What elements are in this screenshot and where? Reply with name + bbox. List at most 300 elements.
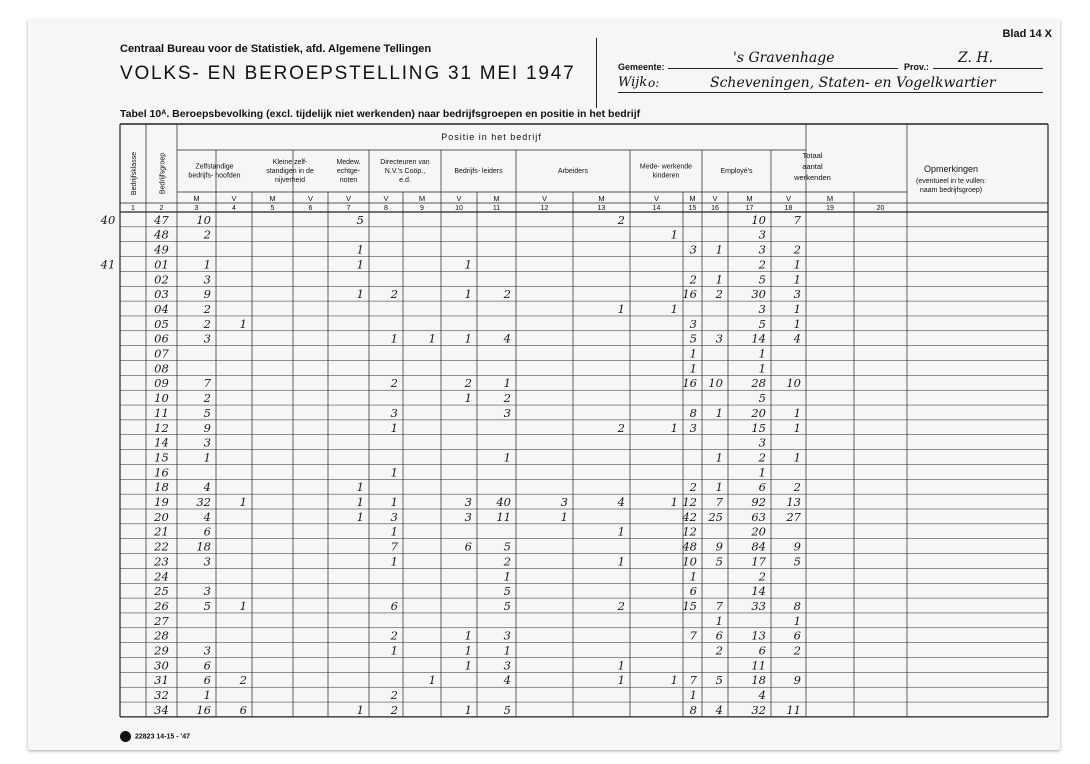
column-number-1: 1 (131, 205, 135, 212)
cell-26-13: 2 (617, 598, 625, 613)
cell-19-7: 1 (356, 495, 364, 509)
groep-value-17: 16 (154, 465, 169, 480)
cell-26-3: 5 (203, 598, 211, 613)
cell-19-12: 3 (560, 495, 568, 509)
mv-label-3: M (193, 194, 200, 203)
cell-19-10: 3 (464, 495, 472, 509)
column-number-15: 15 (688, 205, 697, 212)
groep-value-10: 08 (154, 361, 169, 376)
cell-31-9: 1 (428, 673, 436, 688)
cell-23-13: 1 (617, 554, 625, 569)
column-number-19: 19 (826, 205, 834, 212)
groep-value-24: 24 (154, 569, 169, 584)
cell-13-17: 20 (751, 405, 766, 420)
cell-31-11: 4 (503, 673, 511, 688)
cell-29-17: 6 (758, 643, 766, 658)
cell-8-3: 3 (203, 331, 211, 346)
cell-21-13: 1 (617, 524, 625, 539)
mv-label-10: V (456, 194, 462, 203)
group-header-2-line-1: echtge- (336, 168, 361, 175)
cell-2-16: 1 (715, 242, 723, 257)
cell-18-7: 1 (356, 480, 364, 495)
mv-label-9: M (418, 194, 426, 203)
cell-12-11: 2 (503, 391, 511, 406)
mv-label-15: M (689, 194, 696, 203)
cell-31-14: 1 (670, 673, 678, 688)
cell-8-8: 1 (390, 331, 398, 346)
mv-label-8: V (383, 194, 389, 203)
cell-2-7: 1 (356, 242, 364, 257)
cell-26-11: 5 (503, 598, 511, 613)
cell-0-17: 10 (751, 212, 766, 227)
cell-7-4: 1 (239, 316, 247, 331)
wijk-value[interactable]: Scheveningen, Staten- en Vogelkwartier (710, 75, 996, 91)
opmerkingen-subheader-line-1: naam bedrijfsgroep) (919, 187, 983, 194)
groep-value-12: 10 (154, 391, 169, 406)
cell-16-16: 1 (715, 450, 723, 465)
groep-value-32: 32 (154, 688, 169, 703)
cell-11-11: 1 (503, 376, 511, 391)
cell-28-15: 7 (689, 628, 697, 643)
klasse-value-0: 40 (100, 212, 116, 227)
cell-5-8: 2 (390, 287, 398, 302)
cell-8-9: 1 (428, 331, 436, 346)
group-header-6-line-1: kinderen (652, 172, 680, 180)
cell-22-15: 48 (682, 539, 697, 554)
cell-17-8: 1 (390, 465, 398, 480)
cell-11-3: 7 (203, 376, 211, 391)
cell-7-15: 3 (689, 316, 697, 331)
cell-0-7: 5 (356, 212, 364, 227)
cell-18-3: 4 (203, 480, 211, 495)
cell-26-15: 15 (682, 598, 697, 613)
cell-20-3: 4 (203, 509, 211, 524)
groep-value-9: 07 (154, 346, 169, 361)
cell-5-18: 3 (793, 287, 801, 302)
cell-13-3: 5 (203, 405, 211, 420)
cell-22-10: 6 (464, 539, 472, 554)
mv-label-6: V (307, 194, 314, 203)
cell-0-18: 7 (793, 212, 801, 227)
groep-value-19: 19 (154, 495, 169, 509)
cell-11-17: 28 (751, 376, 766, 391)
groep-value-4: 02 (154, 272, 169, 287)
cell-20-11: 11 (496, 509, 511, 524)
mv-label-12: V (541, 194, 548, 203)
cell-5-3: 9 (203, 287, 211, 302)
cell-14-17: 15 (751, 420, 766, 435)
cell-3-18: 1 (793, 257, 801, 272)
bedrijfsgroep-header: Bedrijfsgroep (159, 152, 167, 195)
cell-31-17: 18 (751, 673, 766, 688)
groep-value-23: 23 (154, 554, 169, 569)
prov-label: Prov.: (904, 62, 929, 72)
mv-label-19: M (826, 194, 834, 203)
group-header-7-line-0: Employé's (720, 168, 753, 175)
cell-31-16: 5 (715, 673, 723, 688)
column-number-10: 10 (455, 205, 463, 212)
cell-22-17: 84 (751, 539, 766, 554)
cell-5-16: 2 (715, 287, 723, 302)
cell-31-13: 1 (617, 673, 625, 688)
cell-7-18: 1 (793, 316, 801, 331)
cell-16-3: 1 (203, 450, 211, 465)
cell-1-3: 2 (203, 227, 211, 242)
cell-25-17: 14 (751, 584, 766, 599)
group-header-1-line-1: standigen in de (266, 168, 314, 175)
cell-5-15: 16 (682, 287, 697, 302)
cell-33-8: 2 (390, 702, 398, 717)
cell-4-18: 1 (793, 272, 801, 287)
cell-30-3: 6 (203, 658, 211, 673)
cell-12-10: 1 (464, 391, 472, 406)
group-header-2-line-2: noten (339, 177, 358, 184)
groep-value-30: 30 (154, 658, 169, 673)
cell-16-11: 1 (503, 450, 511, 465)
gemeente-value[interactable]: 's Gravenhage (733, 50, 835, 66)
cell-33-10: 1 (464, 702, 472, 717)
cell-33-16: 4 (715, 702, 723, 717)
group-header-4-line-0: Bedrijfs- leiders (454, 168, 503, 175)
groep-value-3: 01 (154, 257, 169, 272)
groep-value-1: 48 (154, 227, 169, 242)
groep-value-7: 05 (154, 316, 169, 331)
table-title: Tabel 10ᴬ. Beroepsbevolking (excl. tijdelijk niet werkenden) naar bedrijfsgroepen en positie in het bedrijf (120, 108, 641, 120)
cell-22-11: 5 (503, 539, 511, 554)
cell-8-17: 14 (751, 331, 766, 346)
cell-33-3: 16 (196, 702, 211, 717)
cell-31-3: 6 (203, 673, 211, 688)
cell-28-16: 6 (715, 628, 723, 643)
cell-1-17: 3 (758, 227, 766, 242)
cell-7-17: 5 (758, 316, 766, 331)
mv-label-13: M (598, 194, 605, 203)
cell-33-15: 8 (689, 702, 697, 717)
cell-17-17: 1 (758, 465, 766, 480)
column-number-20: 20 (876, 205, 885, 212)
cell-19-18: 13 (786, 495, 801, 509)
column-number-3: 3 (194, 205, 199, 212)
cell-32-8: 2 (390, 688, 398, 703)
cell-23-15: 10 (682, 554, 697, 569)
cell-5-10: 1 (464, 287, 472, 302)
cell-12-17: 5 (758, 391, 766, 406)
column-number-12: 12 (540, 205, 549, 212)
column-number-7: 7 (346, 205, 351, 212)
groep-value-13: 11 (154, 405, 169, 420)
cell-21-15: 12 (682, 524, 697, 539)
cell-20-8: 3 (390, 509, 398, 524)
wijk-label: Wijk (618, 75, 648, 90)
mv-label-4: V (231, 194, 237, 203)
cell-11-15: 16 (682, 376, 697, 391)
census-form-sheet (28, 20, 1060, 750)
column-number-2: 2 (159, 205, 164, 212)
cell-30-11: 3 (503, 658, 511, 673)
groep-value-29: 29 (154, 643, 169, 658)
groep-value-15: 14 (154, 435, 169, 450)
groep-value-0: 47 (154, 212, 169, 227)
cell-6-3: 2 (203, 301, 211, 316)
cell-0-3: 10 (196, 212, 211, 227)
cell-27-16: 1 (715, 613, 723, 628)
cell-23-16: 5 (715, 554, 723, 569)
opmerkingen-subheader-line-0: (eventueel in te vullen: (915, 178, 987, 185)
cell-33-11: 5 (503, 702, 511, 717)
cell-4-16: 1 (715, 272, 723, 287)
group-header-1-line-2: nijverheid (275, 177, 305, 184)
cell-23-11: 2 (503, 554, 511, 569)
cell-25-3: 3 (203, 584, 211, 599)
cell-4-17: 5 (758, 272, 766, 287)
groep-value-22: 22 (154, 539, 169, 554)
group-header-3-line-1: N.V.'s Coöp., (384, 168, 426, 175)
cell-21-8: 1 (390, 524, 398, 539)
cell-19-13: 4 (617, 495, 625, 509)
cell-11-16: 10 (708, 376, 723, 391)
column-number-18: 18 (784, 205, 793, 212)
groep-value-8: 06 (154, 331, 169, 346)
cell-20-16: 25 (708, 509, 723, 524)
groep-value-28: 28 (154, 628, 169, 643)
cell-8-15: 5 (689, 331, 697, 346)
cell-13-16: 1 (715, 405, 723, 420)
cell-28-10: 1 (464, 628, 472, 643)
mv-label-14: V (653, 194, 660, 203)
cell-14-18: 1 (793, 420, 801, 435)
cell-6-14: 1 (670, 301, 678, 316)
cell-1-14: 1 (670, 227, 678, 242)
cell-22-18: 9 (793, 539, 801, 554)
cell-31-18: 9 (793, 673, 801, 688)
cell-9-17: 1 (758, 346, 766, 361)
cell-31-4: 2 (239, 673, 247, 688)
cell-19-14: 1 (670, 495, 678, 509)
wijk-letter[interactable]: o: (648, 76, 660, 90)
totaal-header-line-0: Totaal (802, 151, 823, 160)
cell-26-8: 6 (390, 598, 398, 613)
cell-3-7: 1 (356, 257, 364, 272)
mv-label-18: V (785, 194, 792, 203)
cell-3-10: 1 (464, 257, 472, 272)
cell-10-17: 1 (758, 361, 766, 376)
column-number-16: 16 (711, 205, 719, 212)
column-number-4: 4 (232, 205, 236, 212)
cell-14-15: 3 (689, 420, 697, 435)
group-header-2-line-0: Medew. (336, 159, 361, 166)
column-number-6: 6 (308, 205, 313, 212)
data-table (28, 20, 1060, 750)
cell-26-4: 1 (239, 598, 247, 613)
positie-header: Positie in het bedrijf (441, 132, 542, 142)
cell-30-17: 11 (751, 658, 766, 673)
cell-3-17: 2 (758, 257, 766, 272)
print-code: 22823 14-15 - '47 (135, 733, 190, 741)
census-title: VOLKS- EN BEROEPSTELLING 31 MEI 1947 (120, 63, 576, 84)
cell-33-7: 1 (356, 702, 364, 717)
cell-6-17: 3 (758, 301, 766, 316)
cell-6-18: 1 (793, 301, 801, 316)
mv-label-5: M (269, 194, 276, 203)
cell-14-13: 2 (617, 420, 625, 435)
gemeente-label: Gemeente: (618, 62, 665, 72)
cell-11-10: 2 (464, 376, 472, 391)
group-header-5-line-0: Arbeiders (558, 168, 588, 175)
prov-value[interactable]: Z. H. (958, 50, 994, 66)
cell-33-18: 11 (786, 702, 801, 717)
cell-26-16: 7 (715, 598, 723, 613)
cell-19-3: 32 (196, 495, 211, 509)
group-header-6-line-0: Mede- werkende (639, 163, 693, 171)
column-number-9: 9 (420, 205, 424, 212)
cell-22-8: 7 (390, 539, 398, 554)
cell-33-17: 32 (751, 702, 766, 717)
cell-15-17: 3 (758, 435, 766, 450)
cell-32-3: 1 (203, 688, 211, 703)
groep-value-14: 12 (154, 420, 169, 435)
cell-23-3: 3 (203, 554, 211, 569)
groep-value-6: 04 (154, 301, 169, 316)
cell-15-3: 3 (203, 435, 211, 450)
bedrijfsklasse-header: Bedrijfsklasse (131, 151, 138, 196)
cell-19-4: 1 (239, 495, 247, 509)
cell-28-17: 13 (751, 628, 766, 643)
cell-14-8: 1 (390, 420, 398, 435)
cell-14-3: 9 (203, 420, 211, 435)
groep-value-21: 21 (154, 524, 169, 539)
cell-0-13: 2 (617, 212, 625, 227)
cell-23-8: 1 (390, 554, 398, 569)
column-number-5: 5 (270, 205, 275, 212)
cell-5-7: 1 (356, 287, 364, 302)
groep-value-20: 20 (154, 509, 169, 524)
cell-29-3: 3 (203, 643, 211, 658)
cell-32-17: 4 (758, 688, 766, 703)
cell-24-15: 1 (689, 569, 697, 584)
cell-20-7: 1 (356, 509, 364, 524)
cell-12-3: 2 (203, 391, 211, 406)
mv-label-17: M (746, 194, 753, 203)
cell-14-14: 1 (670, 420, 678, 435)
cell-20-12: 1 (560, 509, 568, 524)
cell-19-17: 92 (751, 495, 766, 509)
group-header-3-line-2: e.d. (399, 177, 411, 184)
cell-20-10: 3 (464, 509, 472, 524)
groep-value-2: 49 (154, 242, 169, 257)
sheet-number: Blad 14 X (1002, 28, 1052, 40)
cell-13-18: 1 (793, 405, 801, 420)
cell-5-17: 30 (751, 287, 766, 302)
cell-6-13: 1 (617, 301, 625, 316)
cell-26-18: 8 (793, 598, 801, 613)
cell-24-11: 1 (503, 569, 511, 584)
cell-31-15: 7 (689, 673, 697, 688)
opmerkingen-header: Opmerkingen (923, 164, 979, 174)
groep-value-18: 18 (154, 480, 169, 495)
cell-19-15: 12 (682, 495, 697, 509)
cell-20-17: 63 (751, 509, 766, 524)
column-number-14: 14 (652, 205, 661, 212)
cell-5-11: 2 (503, 287, 511, 302)
cell-11-18: 10 (786, 376, 801, 391)
cell-18-16: 1 (715, 480, 723, 495)
cell-23-18: 5 (793, 554, 801, 569)
groep-value-31: 31 (154, 673, 169, 688)
cell-29-11: 1 (503, 643, 511, 658)
cell-11-8: 2 (390, 376, 398, 391)
cell-21-17: 20 (751, 524, 766, 539)
cell-22-16: 9 (715, 539, 723, 554)
groep-value-11: 09 (154, 376, 169, 391)
groep-value-33: 34 (154, 702, 169, 717)
cell-20-15: 42 (682, 509, 697, 524)
cell-8-11: 4 (503, 331, 511, 346)
groep-value-27: 27 (154, 613, 169, 628)
organisation-line: Centraal Bureau voor de Statistiek, afd. Algemene Tellingen (120, 43, 432, 55)
cell-29-16: 2 (715, 643, 723, 658)
group-header-1-line-0: Kleine zelf- (272, 159, 308, 166)
klasse-value-3: 41 (100, 257, 116, 272)
groep-value-5: 03 (154, 287, 169, 302)
mv-label-7: V (345, 194, 352, 203)
cell-18-15: 2 (689, 480, 697, 495)
cell-20-18: 27 (786, 509, 801, 524)
cell-2-15: 3 (689, 242, 697, 257)
cell-26-17: 33 (751, 598, 766, 613)
totaal-header-line-2: werkenden (794, 173, 831, 182)
cell-13-8: 3 (390, 405, 398, 420)
cell-8-16: 3 (715, 331, 723, 346)
cell-18-18: 2 (793, 480, 801, 495)
cell-21-3: 6 (203, 524, 211, 539)
cell-19-16: 7 (715, 495, 723, 509)
cell-30-10: 1 (464, 658, 472, 673)
cell-28-8: 2 (390, 628, 398, 643)
cell-29-8: 1 (390, 643, 398, 658)
cell-28-18: 6 (793, 628, 801, 643)
cell-27-18: 1 (793, 613, 801, 628)
groep-value-16: 15 (154, 450, 169, 465)
cell-9-15: 1 (689, 346, 697, 361)
cell-3-3: 1 (203, 257, 211, 272)
cell-25-15: 6 (689, 584, 697, 599)
cell-4-3: 3 (203, 272, 211, 287)
cell-19-8: 1 (390, 495, 398, 509)
cell-8-10: 1 (464, 331, 472, 346)
cell-7-3: 2 (203, 316, 211, 331)
cell-23-17: 17 (751, 554, 766, 569)
cell-13-11: 3 (503, 405, 511, 420)
cell-4-15: 2 (689, 272, 697, 287)
column-number-17: 17 (745, 205, 754, 212)
groep-value-25: 25 (154, 584, 169, 599)
cell-28-11: 3 (503, 628, 511, 643)
column-number-8: 8 (384, 205, 388, 212)
totaal-header-line-1: aantal (802, 162, 823, 171)
cell-33-4: 6 (239, 702, 247, 717)
cell-16-18: 1 (793, 450, 801, 465)
column-number-13: 13 (597, 205, 606, 212)
groep-value-26: 26 (154, 598, 169, 613)
cell-29-10: 1 (464, 643, 472, 658)
cell-16-17: 2 (758, 450, 766, 465)
cell-10-15: 1 (689, 361, 697, 376)
cell-8-18: 4 (793, 331, 801, 346)
cell-2-17: 3 (758, 242, 766, 257)
column-number-11: 11 (492, 205, 501, 212)
group-header-0-line-0: Zelfstandige (195, 163, 234, 171)
mv-label-11: M (493, 194, 500, 203)
